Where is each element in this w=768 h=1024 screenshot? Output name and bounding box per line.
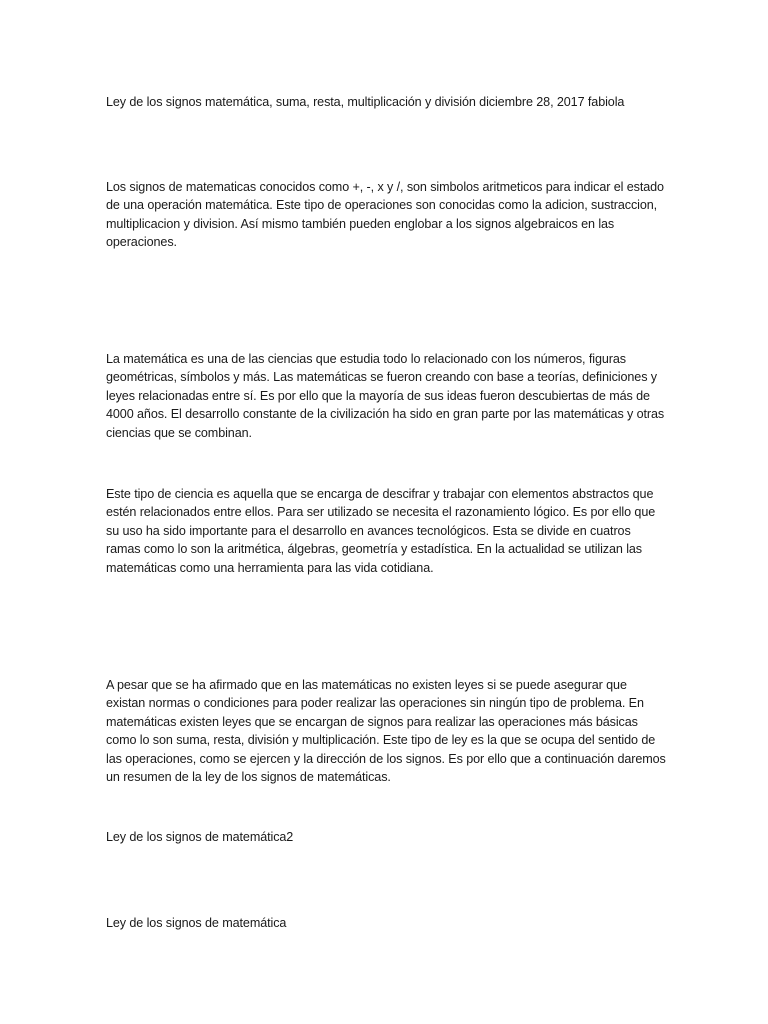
paragraph-signos: Los signos de matematicas conocidos como +, -, x y /, son simbolos aritmeticos para indicar el estado de una operación matemática. Este tipo de operaciones son conocidas como la adicion, sustraccion, multiplicacion y division. Así mismo también pueden englobar a los signos algebraicos en las operaciones. bbox=[106, 180, 664, 250]
paragraph-matematica: La matemática es una de las ciencias que estudia todo lo relacionado con los números, figuras geométricas, símbolos y más. Las matemáticas se fueron creando con base a teorías, definiciones y leyes relacionadas entre sí. Es por ello que la mayoría de sus ideas fueron descubiertas de más de 4000 años. El desarrollo constante de la civilización ha sido en gran parte por las matemáticas y otras ciencias que se combinan. bbox=[106, 352, 665, 440]
paragraph-leyes: A pesar que se ha afirmado que en las matemáticas no existen leyes si se puede asegurar que existan normas o condiciones para poder realizar las operaciones sin ningún tipo de problema. En matemáticas existen leyes que se encargan de signos para realizar las operaciones más básicas como lo son suma, resta, división y multiplicación. Este tipo de ley es la que se ocupa del sentido de las operaciones, como se ejercen y la dirección de los signos. Es por ello que a continuación daremos un resumen de la ley de los signos de matemáticas. bbox=[106, 678, 666, 785]
paragraph-ciencia: Este tipo de ciencia es aquella que se encarga de descifrar y trabajar con elementos abstractos que estén relacionados entre ellos. Para ser utilizado se necesita el razonamiento lógico. Es por ello que su uso ha sido importante para el desarrollo en avances tecnológicos. Esta se divide en cuatros ramas como lo son la aritmética, álgebras, geometría y estadística. En la actualidad se utilizan las matemáticas como una herramienta para las vida cotidiana. bbox=[106, 487, 656, 575]
document-title-line: Ley de los signos matemática, suma, resta, multiplicación y división diciembre 28, 2017 fabiola bbox=[106, 95, 625, 109]
image-caption-2: Ley de los signos de matemática bbox=[106, 916, 287, 930]
image-caption-1: Ley de los signos de matemática2 bbox=[106, 830, 294, 844]
